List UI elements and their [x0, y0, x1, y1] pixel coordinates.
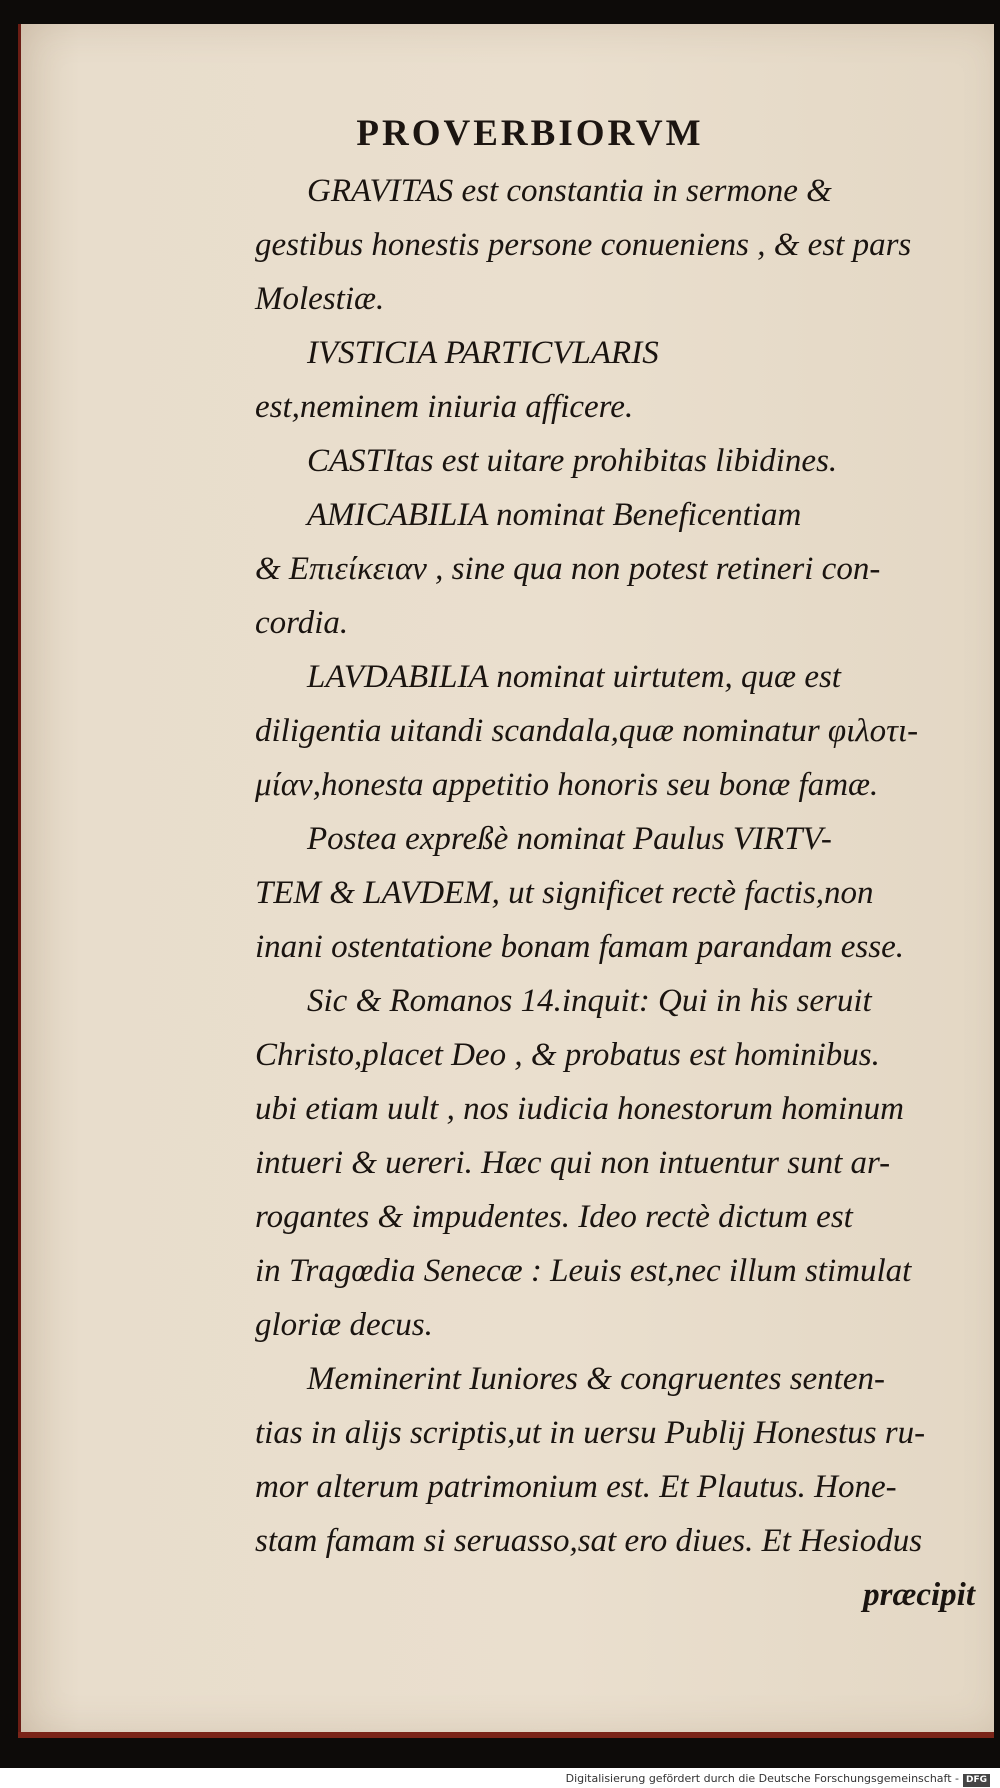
text-line: diligentia uitandi scandala,quæ nominatur φιλοτι-	[255, 713, 919, 749]
text-line: intueri & uereri. Hæc qui non intuentur sunt ar-	[255, 1145, 891, 1181]
credit-text: Digitalisierung gefördert durch die Deutsche Forschungsgemeinschaft -	[565, 1772, 959, 1785]
text-line: ubi etiam uult , nos iudicia honestorum hominum	[255, 1091, 904, 1127]
text-line: cordia.	[255, 605, 349, 641]
text-line: in Tragœdia Senecæ : Leuis est,nec illum stimulat	[255, 1253, 912, 1289]
digitization-credit	[0, 1769, 1000, 1788]
text-line: inani ostentatione bonam famam parandam esse.	[255, 929, 904, 965]
text-line: IVSTICIA PARTICVLARIS	[307, 335, 659, 371]
dfg-logo: DFG	[963, 1774, 990, 1787]
body-text	[255, 164, 975, 1622]
text-line: GRAVITAS est constantia in sermone &	[307, 173, 832, 209]
text-line: stam famam si seruasso,sat ero diues. Et Hesiodus	[255, 1523, 923, 1559]
text-line: AMICABILIA nominat Beneficentiam	[307, 497, 802, 533]
text-line: rogantes & impudentes. Ideo rectè dictum est	[255, 1199, 853, 1235]
scan-edge	[994, 0, 1000, 1768]
text-line: & Επιείκειαν , sine qua non potest retineri con-	[255, 551, 881, 587]
running-heading: PROVERBIORVM	[356, 113, 704, 154]
text-line: Christo,placet Deo , & probatus est hominibus.	[255, 1037, 880, 1073]
page-edge	[18, 1732, 1000, 1738]
text-line: Sic & Romanos 14.inquit: Qui in his seruit	[307, 983, 872, 1019]
text-line: μίαν,honesta appetitio honoris seu bonæ famæ.	[255, 767, 879, 803]
catchword: præcipit	[863, 1577, 975, 1613]
text-line: mor alterum patrimonium est. Et Plautus. Hone-	[255, 1469, 897, 1505]
text-line: LAVDABILIA nominat uirtutem, quæ est	[307, 659, 841, 695]
text-line: gestibus honestis persone conueniens , & est pars	[255, 227, 912, 263]
text-line: TEM & LAVDEM, ut significet rectè factis,non	[255, 875, 874, 911]
text-line: tias in alijs scriptis,ut in uersu Publij Honestus ru-	[255, 1415, 926, 1451]
text-line: Postea expreßè nominat Paulus VIRTV-	[307, 821, 832, 857]
text-line: Molestiæ.	[255, 281, 385, 317]
text-line: Meminerint Iuniores & congruentes senten-	[307, 1361, 885, 1397]
text-line: CASTItas est uitare prohibitas libidines.	[307, 443, 838, 479]
text-line: est,neminem iniuria afficere.	[255, 389, 634, 425]
text-line: gloriæ decus.	[255, 1307, 433, 1343]
